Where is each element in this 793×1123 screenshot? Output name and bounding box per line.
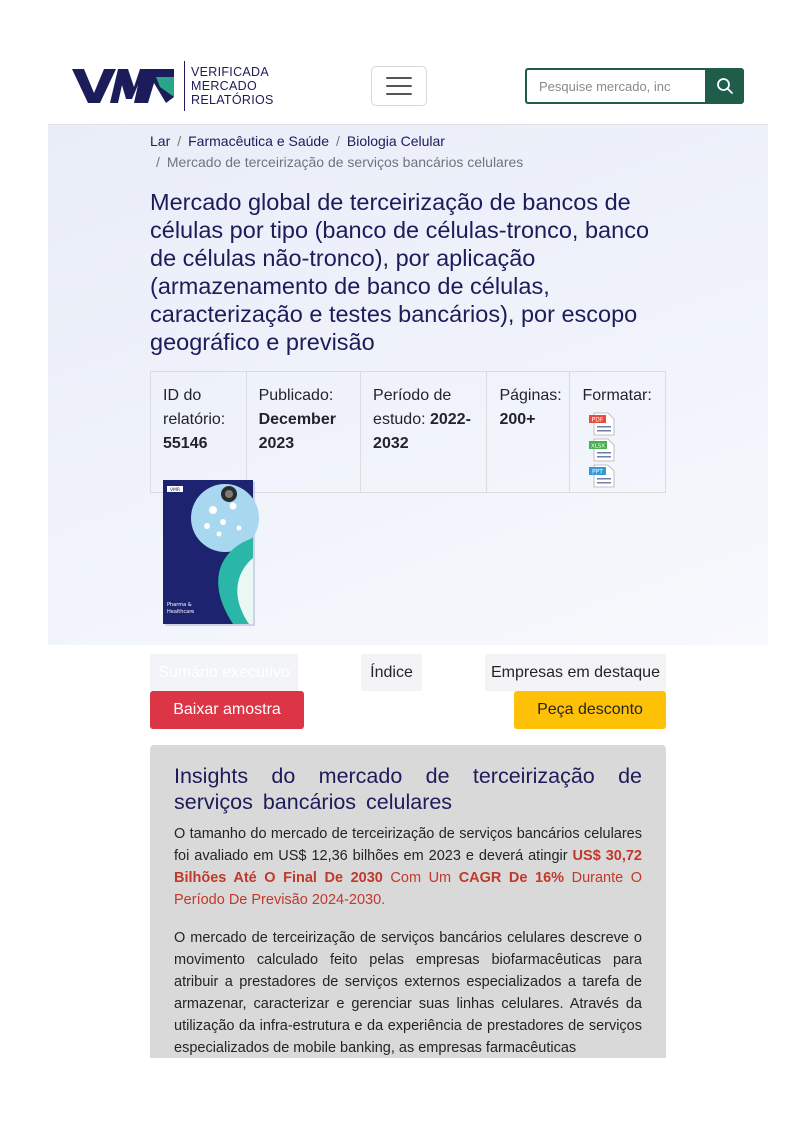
meta-study-period: Período de estudo: 2022-2032 (361, 372, 487, 492)
pages-value: 200+ (499, 411, 536, 428)
pdf-file-icon[interactable] (588, 412, 616, 436)
cagr-highlight: CAGR De 16% (458, 870, 565, 886)
insights-paragraph-2: O mercado de terceirização de serviços bancários celulares descreve o movimento calculado feito pelas empresas biofarmacêuticas para atribuir a prestadores de serviços externos especializados a tarefa de armazenar, caracterizar e gerenciar suas linhas celulares. Através da utilização da infra-estrutura e da experiência de prestadores de serviços especializados de mobile banking, as empresas farmacêuticas (174, 930, 642, 1056)
search-bar (525, 68, 744, 104)
meta-pages: Páginas: 200+ (487, 372, 570, 492)
tab-featured-companies[interactable]: Empresas em destaque (485, 654, 666, 691)
search-icon (716, 77, 734, 95)
breadcrumb-current: Mercado de terceirização de serviços bancários celulares (166, 154, 524, 170)
breadcrumb-cell-biology-link[interactable]: Biologia Celular (346, 133, 445, 149)
logo-line-3: RELATÓRIOS (191, 93, 274, 107)
market-insights-section (150, 745, 666, 1058)
search-input[interactable] (525, 68, 705, 104)
breadcrumb: Lar / Farmacêutica e Saúde / Biologia Celular / Mercado de terceirização de serviços bancários celulares (150, 133, 524, 170)
published-value: December 2023 (258, 411, 336, 452)
logo-wordmark (191, 65, 274, 107)
report-cover-image (163, 478, 259, 628)
report-meta-table (150, 371, 666, 493)
menu-toggle-button[interactable] (371, 66, 427, 106)
breadcrumb-pharma-link[interactable]: Farmacêutica e Saúde (188, 133, 329, 149)
report-title: Mercado global de terceirização de bancos de células por tipo (banco de células-tronco, banco de células não-tronco), por aplicação (armazenamento de banco de células, caracterização e testes bancários), por escopo geográfico e previsão (150, 189, 650, 355)
search-button[interactable] (705, 68, 744, 104)
report-id-value: 55146 (163, 435, 208, 452)
site-logo[interactable] (72, 58, 282, 114)
download-sample-button[interactable]: Baixar amostra (150, 691, 304, 729)
insights-paragraph-1: O tamanho do mercado de terceirização de serviços bancários celulares foi avaliado em US$ 12,36 bilhões em 2023 e deverá atingir US$ 30,72 Bilhões Até O Final De 2030 Com Um CAGR De 16% Durante O Período De Previsão 2024-2030. (174, 826, 643, 908)
xlsx-file-icon[interactable] (588, 438, 616, 462)
breadcrumb-home-link[interactable]: Lar (150, 133, 171, 149)
svg-text:VMR: VMR (169, 488, 181, 493)
tab-executive-summary[interactable]: Sumário executivo (150, 654, 298, 691)
vmr-logo-mark-icon (72, 67, 174, 105)
insights-heading: Insights do mercado de terceirização de serviços bancários celulares (174, 764, 642, 814)
meta-format: Formatar: PDF XLSX PPT (570, 372, 665, 492)
svg-text:PDF: PDF (592, 416, 604, 424)
logo-line-1: VERIFICADA (191, 65, 270, 79)
logo-divider (184, 61, 185, 111)
logo-line-2: MERCADO (191, 79, 257, 93)
meta-report-id: ID do relatório: 55146 (151, 372, 247, 492)
forecast-value-highlight: US$ 30,72 Bilhões Até O Final De 2030 (174, 848, 642, 886)
study-period-value: 2022-2032 (373, 411, 471, 452)
svg-text:PPT: PPT (592, 468, 604, 476)
tab-index[interactable]: Índice (361, 654, 422, 691)
svg-text:Pharma &: Pharma & (167, 602, 192, 608)
ppt-file-icon[interactable] (588, 464, 616, 488)
meta-published: Publicado: December 2023 (247, 372, 361, 492)
hamburger-icon (386, 77, 412, 79)
svg-text:XLSX: XLSX (591, 443, 606, 450)
request-discount-button[interactable]: Peça desconto (514, 691, 666, 729)
svg-text:Healthcare: Healthcare (167, 609, 195, 615)
